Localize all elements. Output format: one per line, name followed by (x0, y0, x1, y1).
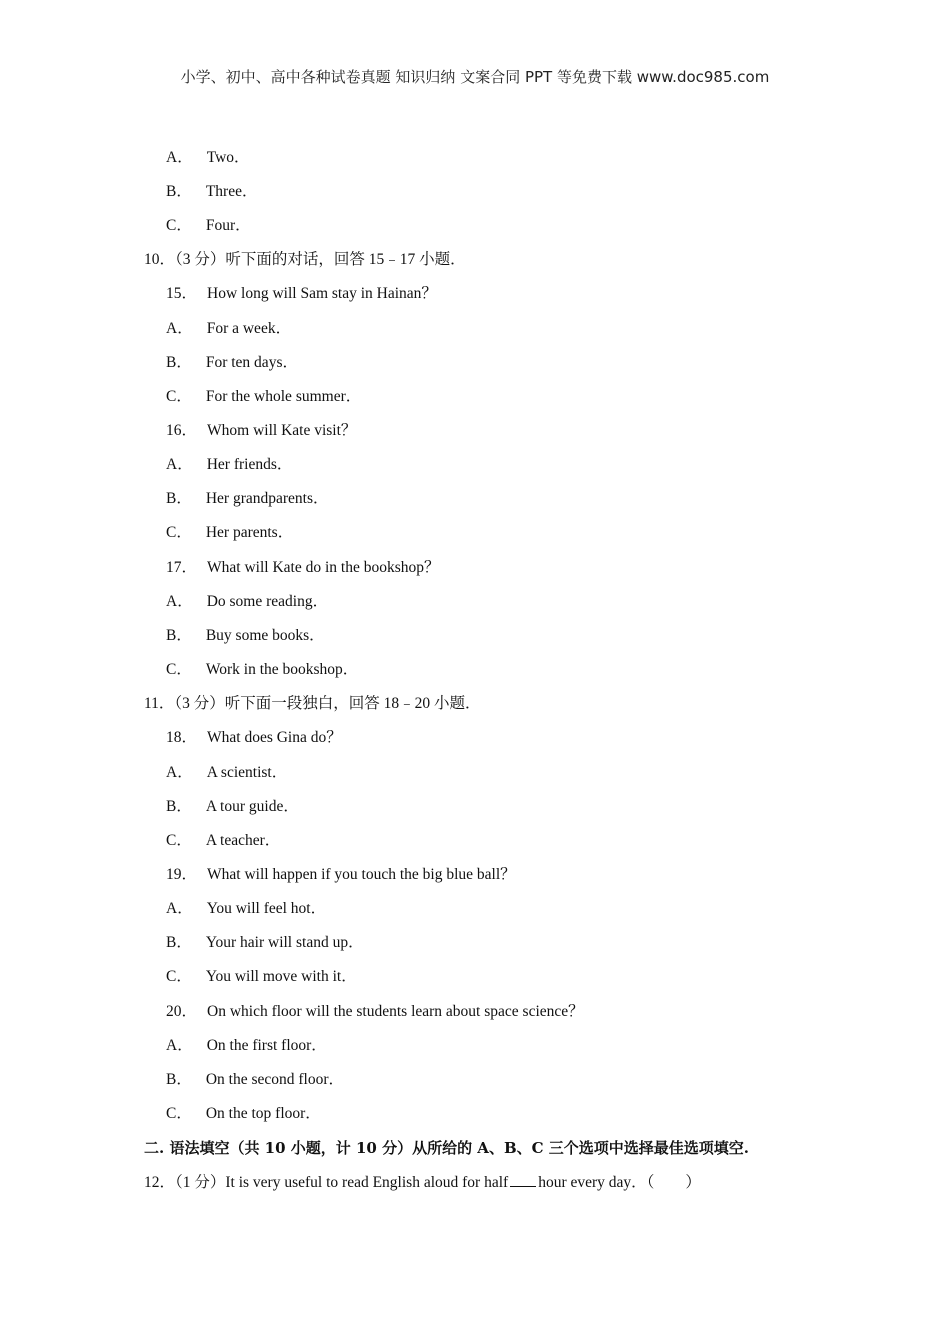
question-10-heading: 10．（3 分）听下面的对话，回答 15﹣17 小题． (144, 251, 466, 268)
option-text: A tour guide． (205, 798, 299, 815)
question-text: What does Gina do？ (207, 729, 342, 746)
option-text: On the first floor． (206, 1037, 327, 1054)
option-text: Three． (205, 183, 258, 200)
question-text: What will happen if you touch the big blue ball？ (207, 866, 516, 883)
option-text: Her friends． (206, 456, 293, 473)
question-text: Whom will Kate visit？ (207, 422, 357, 439)
q15-option-c (166, 387, 361, 407)
option-label: A． (166, 593, 193, 610)
option-label: C． (166, 524, 192, 541)
option-label: B． (166, 798, 192, 815)
option-text: Her grandparents． (205, 490, 329, 507)
q16-option-a (166, 455, 292, 475)
q17-option-c (166, 660, 358, 680)
q20-option-c (166, 1104, 321, 1124)
question-15 (166, 284, 437, 304)
q15-option-a (166, 319, 291, 339)
q15-option-b (166, 353, 298, 373)
q17-option-b (166, 626, 325, 646)
option-label: C． (166, 832, 192, 849)
option-label: B． (166, 490, 192, 507)
question-20 (166, 1002, 584, 1022)
q18-option-a (166, 763, 287, 783)
option-label: A． (166, 764, 193, 781)
option-text: Two． (206, 149, 250, 166)
option-label: A． (166, 900, 193, 917)
question-12-suffix: hour every day．（ ） (538, 1174, 701, 1191)
q18-option-c (166, 831, 280, 851)
option-text: For a week． (206, 320, 292, 337)
option-text: Work in the bookshop． (205, 661, 359, 678)
question-16 (166, 421, 356, 441)
q19-option-a (166, 899, 326, 919)
page-header-banner: 小学、初中、高中各种试卷真题 知识归纳 文案合同 PPT 等免费下载 www.doc985.com (180, 68, 770, 86)
option-text: For ten days． (205, 354, 298, 371)
q20-option-a (166, 1036, 327, 1056)
question-19 (166, 865, 516, 885)
question-12-prefix: 12．（1 分）It is very useful to read English aloud for half (144, 1174, 509, 1191)
question-18 (166, 728, 342, 748)
question-12 (144, 1172, 701, 1193)
option-label: A． (166, 456, 193, 473)
question-number: 18． (166, 729, 198, 746)
question-number: 20． (166, 1003, 198, 1020)
option-label: C． (166, 1105, 192, 1122)
question-text: On which floor will the students learn about space science？ (207, 1003, 584, 1020)
q17-option-a (166, 592, 328, 612)
option-text: Do some reading． (206, 593, 329, 610)
option-b-prev (166, 182, 257, 202)
section-2-title: 二. 语法填空（共 10 小题，计 10 分）从所给的 A、B、C 三个选项中选择最佳选项填空. (144, 1139, 750, 1157)
option-label: B． (166, 627, 192, 644)
q20-option-b (166, 1070, 344, 1090)
option-label: B． (166, 934, 192, 951)
question-text: What will Kate do in the bookshop？ (207, 559, 440, 576)
option-text: On the top floor． (205, 1105, 321, 1122)
option-label: C． (166, 661, 192, 678)
option-label: B． (166, 183, 192, 200)
option-label: B． (166, 1071, 192, 1088)
answer-blank (510, 1172, 536, 1187)
option-label: C． (166, 968, 192, 985)
option-text: Buy some books． (205, 627, 325, 644)
q16-option-c (166, 523, 293, 543)
question-number: 15． (166, 285, 198, 302)
option-label: C． (166, 388, 192, 405)
option-text: Your hair will stand up． (205, 934, 364, 951)
q16-option-b (166, 489, 329, 509)
question-text: How long will Sam stay in Hainan？ (207, 285, 437, 302)
option-label: A． (166, 1037, 193, 1054)
option-label: A． (166, 320, 193, 337)
option-text: Her parents． (205, 524, 294, 541)
q19-option-c (166, 967, 357, 987)
q19-option-b (166, 933, 364, 953)
option-text: You will move with it． (205, 968, 357, 985)
option-label: B． (166, 354, 192, 371)
option-text: Four． (205, 217, 251, 234)
question-number: 16． (166, 422, 198, 439)
question-17 (166, 558, 439, 578)
question-number: 17． (166, 559, 198, 576)
option-text: A scientist． (206, 764, 288, 781)
option-label: C． (166, 217, 192, 234)
option-a-prev (166, 148, 250, 168)
q18-option-b (166, 797, 299, 817)
option-text: On the second floor． (205, 1071, 345, 1088)
question-number: 19． (166, 866, 198, 883)
option-text: You will feel hot． (206, 900, 327, 917)
option-text: A teacher． (205, 832, 281, 849)
option-c-prev (166, 216, 251, 236)
question-11-heading: 11．（3 分）听下面一段独白，回答 18﹣20 小题． (144, 695, 481, 712)
option-label: A． (166, 149, 193, 166)
option-text: For the whole summer． (205, 388, 362, 405)
